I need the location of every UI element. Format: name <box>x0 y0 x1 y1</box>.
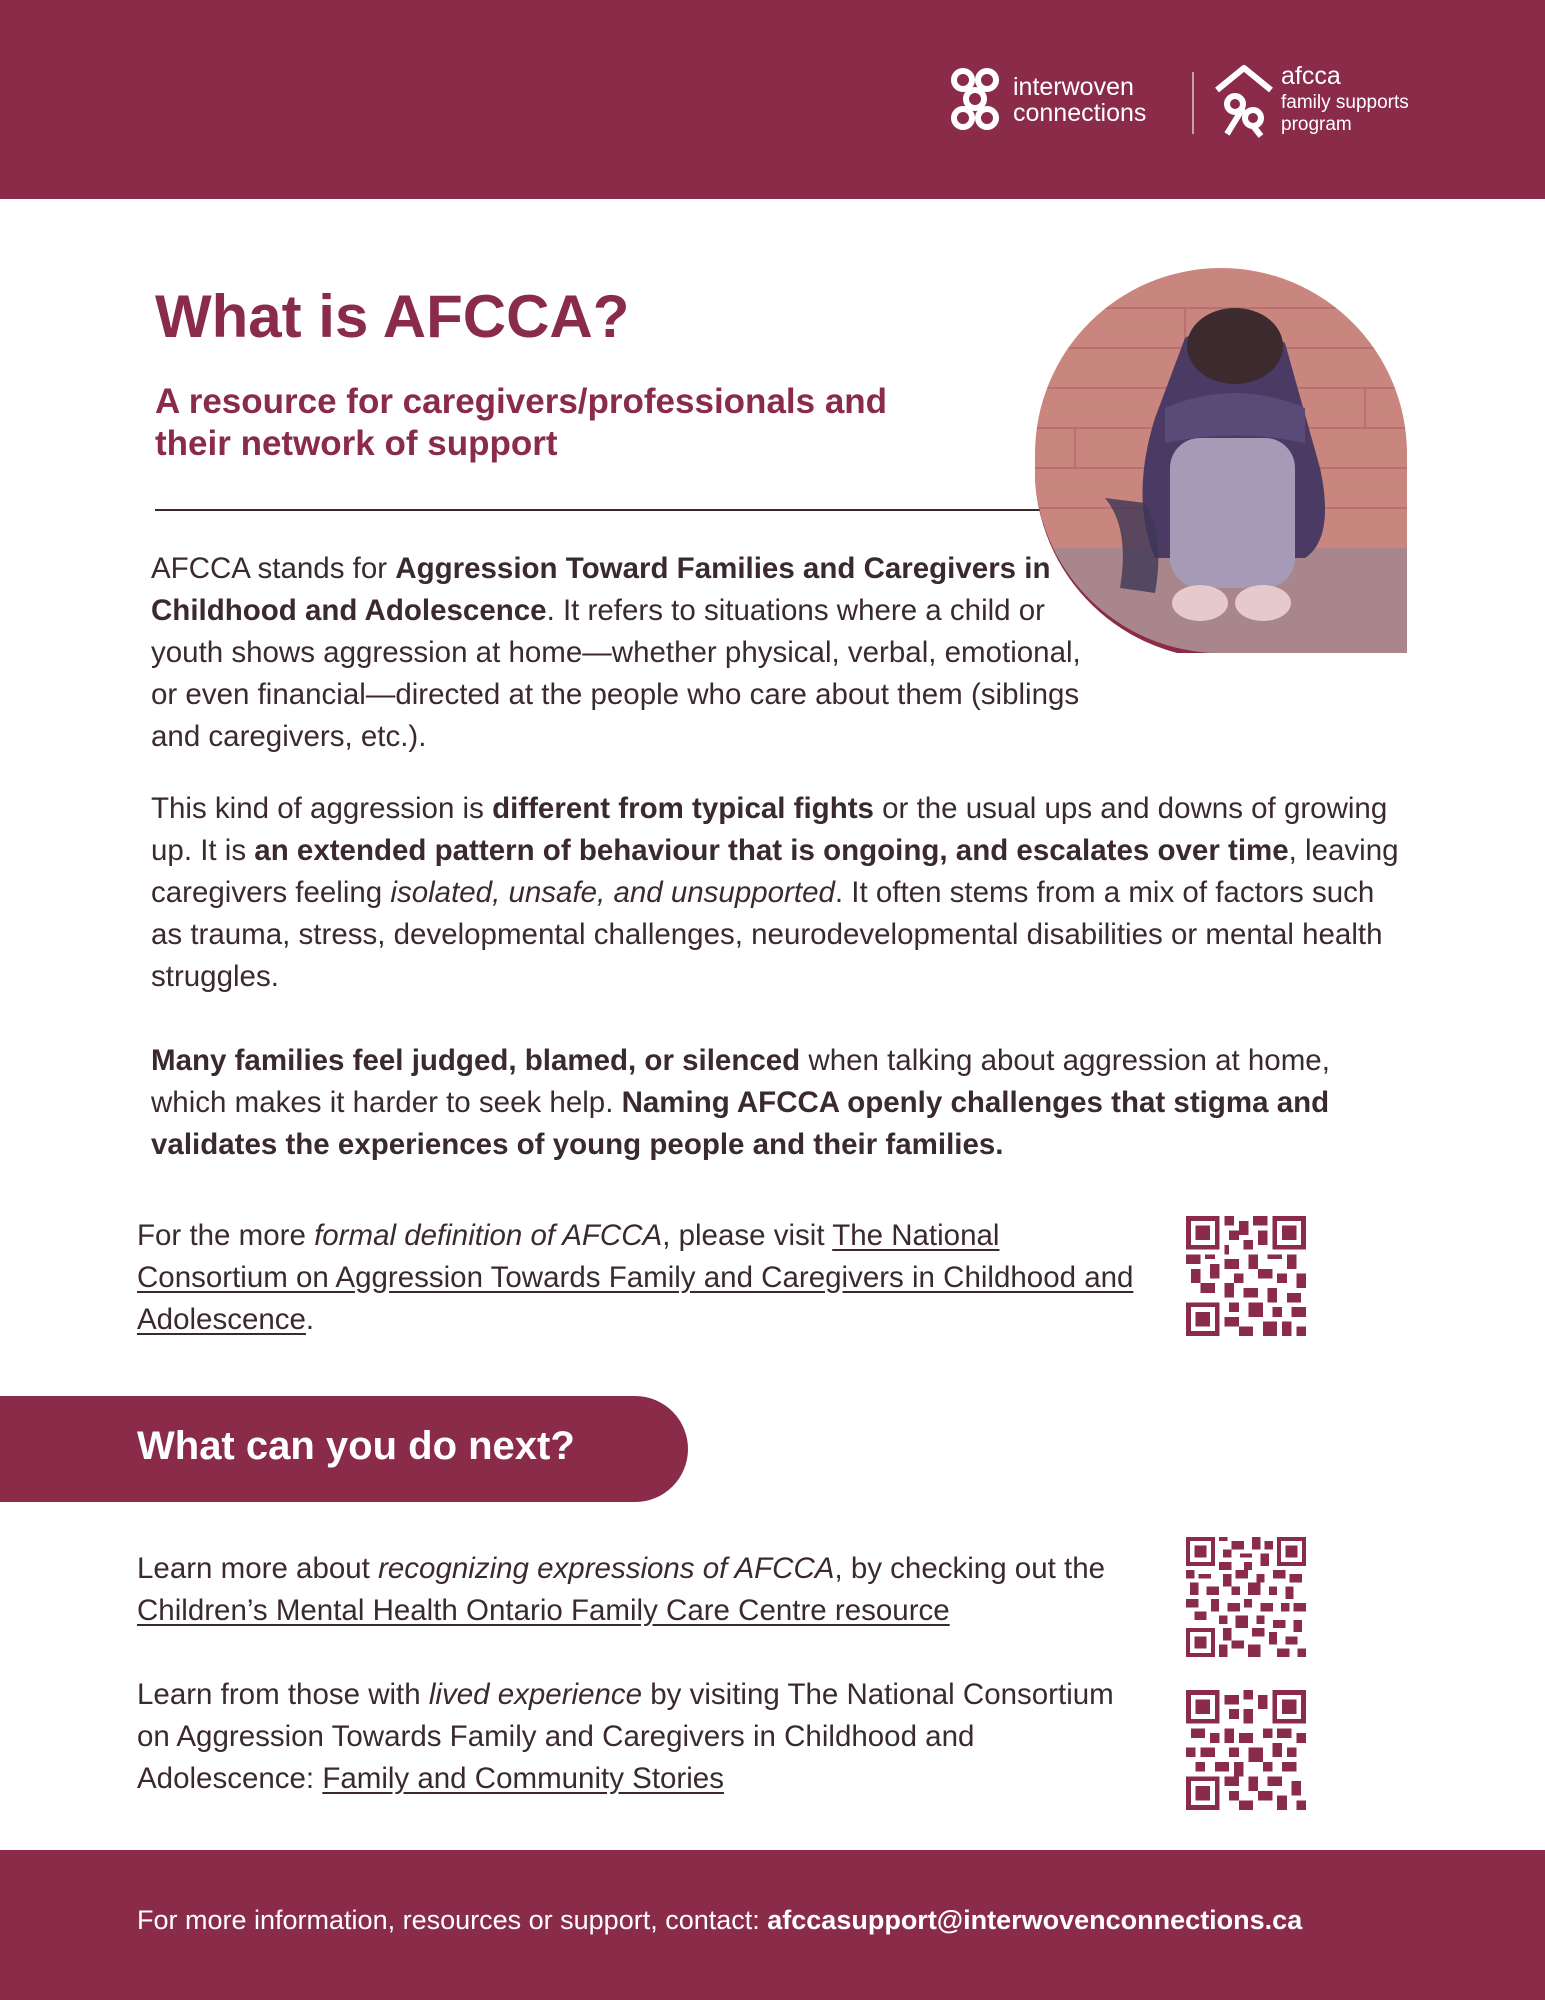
afcca-logo[interactable] <box>1213 62 1443 142</box>
para-afcca-definition <box>151 548 1111 758</box>
para2-text-1: This kind of aggression is <box>151 792 493 825</box>
footer-email-link[interactable]: afccasupport@interwovenconnections.ca <box>767 1905 1303 1935</box>
para4-italic-1: formal definition of AFCCA <box>314 1219 663 1252</box>
footer-bar <box>0 1850 1545 2000</box>
para1-bold-1: Aggression Toward Families and Caregivers in Childhood and Adolescence <box>151 552 1051 627</box>
para3-bold-1: Many families feel judged, blamed, or silenced <box>151 1044 801 1077</box>
para4-text-2: , please visit <box>662 1219 833 1252</box>
next-steps-banner <box>0 1396 688 1502</box>
logo-afcca-name: afcca <box>1281 62 1341 90</box>
para-formal-definition <box>137 1215 1137 1341</box>
logo-divider <box>1192 72 1194 134</box>
national-consortium-link[interactable]: The National Consortium on Aggression Towards Family and Caregivers in Childhood and Adolescence <box>137 1219 1134 1336</box>
para5-text-2: , by checking out the <box>834 1552 1106 1585</box>
para6-italic-1: lived experience <box>428 1678 643 1711</box>
para-recognizing-expressions <box>137 1548 1137 1632</box>
title-divider <box>155 509 1040 511</box>
para4-text-1: For the more <box>137 1219 315 1252</box>
qr-code-icon[interactable] <box>1186 1216 1306 1336</box>
cmho-family-care-centre-link[interactable]: Children’s Mental Health Ontario Family Care Centre resource <box>137 1594 950 1627</box>
para2-text-2: or the usual ups and downs of growing up. It is <box>151 792 1388 867</box>
subtitle-line1: A resource for caregivers/professionals and <box>155 382 888 421</box>
para2-text-4: . It often stems from a mix of factors such as trauma, stress, developmental challenges, neurodevelopmental disabilities or mental health struggles. <box>151 876 1383 993</box>
para2-text-3: , leaving caregivers feeling <box>151 834 1399 909</box>
qr-code-icon[interactable] <box>1186 1690 1306 1810</box>
subtitle-line2: their network of support <box>155 424 558 463</box>
qr-code-icon[interactable] <box>1186 1537 1306 1657</box>
para-aggression-pattern <box>151 788 1401 998</box>
para-stigma <box>151 1040 1381 1166</box>
page-title: What is AFCCA? <box>155 283 630 350</box>
header-bar <box>0 0 1545 199</box>
para6-text-1: Learn from those with <box>137 1678 429 1711</box>
para5-italic-1: recognizing expressions of AFCCA <box>378 1552 835 1585</box>
para-lived-experience <box>137 1674 1137 1800</box>
logo-line-connections: connections <box>1013 99 1147 127</box>
para3-text-1: when talking about aggression at home, which makes it harder to seek help. <box>151 1044 1330 1119</box>
para6-text-2: by visiting The National Consortium on Aggression Towards Family and Caregivers in Childhood and Adolescence: <box>137 1678 1114 1795</box>
page-subtitle <box>155 381 955 465</box>
para2-bold-2: an extended pattern of behaviour that is ongoing, and escalates over time <box>254 834 1289 867</box>
footer-contact <box>137 1902 1302 1938</box>
para2-italic-1: isolated, unsafe, and unsupported <box>390 876 835 909</box>
para3-bold-2: Naming AFCCA openly challenges that stigma and validates the experiences of young people and their families. <box>151 1086 1330 1161</box>
logo-afcca-sub-line1: family supports <box>1281 92 1409 113</box>
para1-text-1: AFCCA stands for <box>151 552 396 585</box>
afcca-house-icon <box>1213 64 1275 140</box>
para1-text-2: . It refers to situations where a child or youth shows aggression at home—whether physical, verbal, emotional, or even financial—directed at the people who care about them (siblings and caregivers, etc.). <box>151 594 1081 753</box>
interwoven-knot-icon <box>945 66 1005 134</box>
next-steps-heading: What can you do next? <box>137 1424 575 1468</box>
para2-bold-1: different from typical fights <box>492 792 874 825</box>
para4-text-3: . <box>305 1303 315 1336</box>
logo-afcca-sub-line2: program <box>1281 114 1352 135</box>
logo-line-interwoven: interwoven <box>1013 73 1134 101</box>
para5-text-1: Learn more about <box>137 1552 379 1585</box>
footer-text: For more information, resources or support, contact: <box>137 1905 768 1935</box>
family-community-stories-link[interactable]: Family and Community Stories <box>322 1762 724 1795</box>
interwoven-connections-logo[interactable] <box>945 64 1165 136</box>
